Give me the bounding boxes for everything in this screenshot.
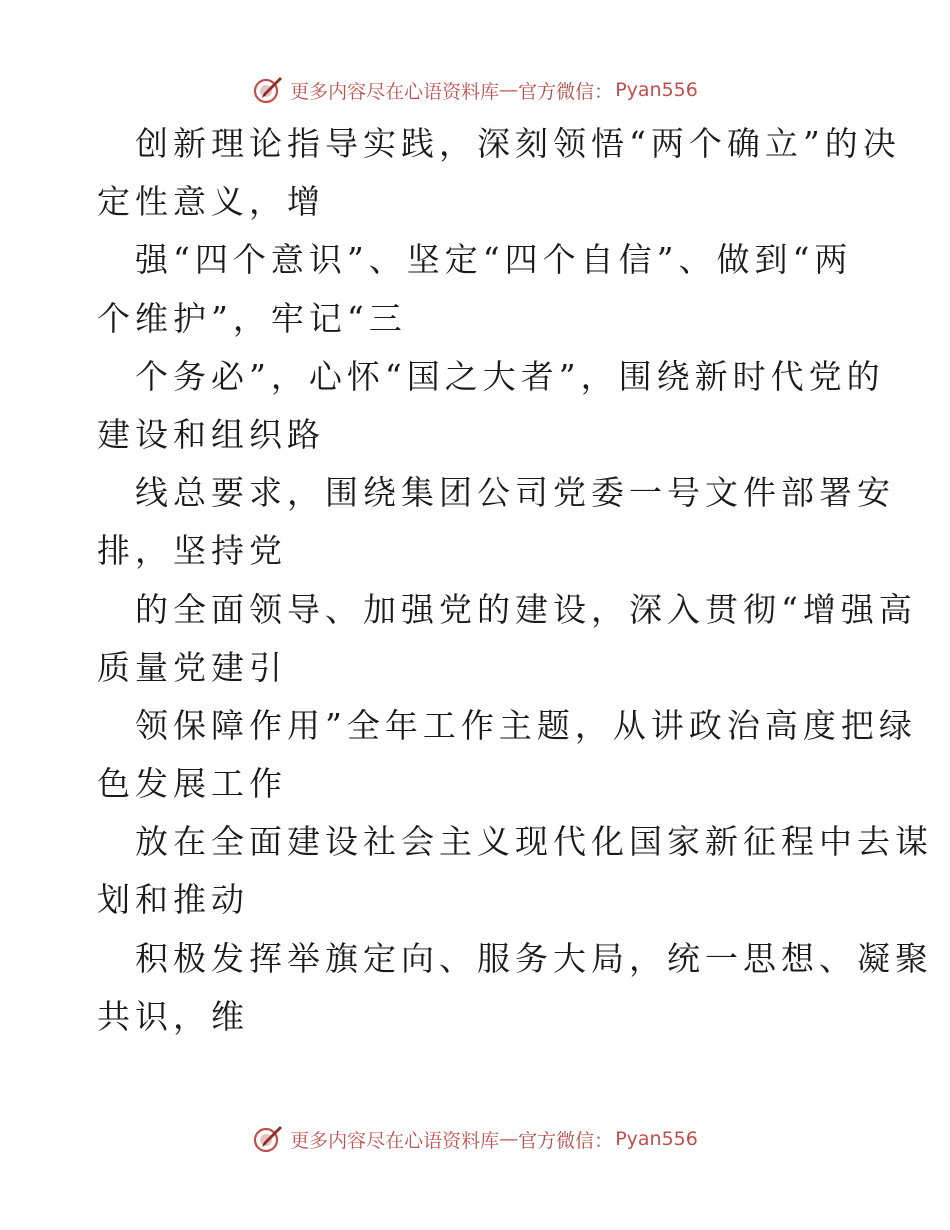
text-line: 划和推动 [97, 880, 249, 920]
text-line: 的全面领导、加强党的建设，深入贯彻“增强高 [135, 589, 917, 629]
text-line: 个务必”，心怀“国之大者”，围绕新时代党的 [135, 356, 885, 396]
header-watermark [0, 70, 950, 110]
text-line: 色发展工作 [97, 764, 287, 804]
text-line: 定性意义，增 [97, 182, 325, 222]
document-body [97, 115, 933, 1046]
watermark-lead-text: 更多内容尽在心语资料库 [290, 1129, 500, 1152]
text-line: 强“四个意识”、坚定“四个自信”、做到“两 [135, 240, 853, 280]
text-line: 质量党建引 [97, 647, 287, 687]
text-line: 积极发挥举旗定向、服务大局，统一思想、凝聚 [135, 938, 933, 978]
text-line: 放在全面建设社会主义现代化国家新征程中去谋 [135, 822, 933, 862]
watermark-wechat-label: 官方微信： [518, 80, 614, 103]
watermark-lead-text: 更多内容尽在心语资料库 [290, 80, 500, 103]
watermark-wechat-label: 官方微信： [518, 1129, 614, 1152]
footer-watermark [0, 1119, 950, 1159]
quill-logo-icon [252, 74, 284, 106]
text-line: 建设和组织路 [97, 414, 325, 454]
quill-logo-icon [252, 1123, 284, 1155]
text-line: 个维护”，牢记“三 [97, 298, 407, 338]
text-line: 线总要求，围绕集团公司党委一号文件部署安 [135, 473, 895, 513]
text-line: 领保障作用”全年工作主题，从讲政治高度把绿 [135, 705, 917, 745]
text-line: 排，坚持党 [97, 531, 287, 571]
watermark-wechat-handle: Pyan556 [615, 1128, 698, 1150]
watermark-dash: — [499, 1128, 519, 1150]
watermark-wechat-handle: Pyan556 [615, 79, 698, 101]
watermark-dash: — [499, 79, 519, 101]
text-line: 创新理论指导实践，深刻领悟“两个确立”的决 [135, 124, 901, 163]
text-line: 共识，维 [97, 996, 249, 1036]
